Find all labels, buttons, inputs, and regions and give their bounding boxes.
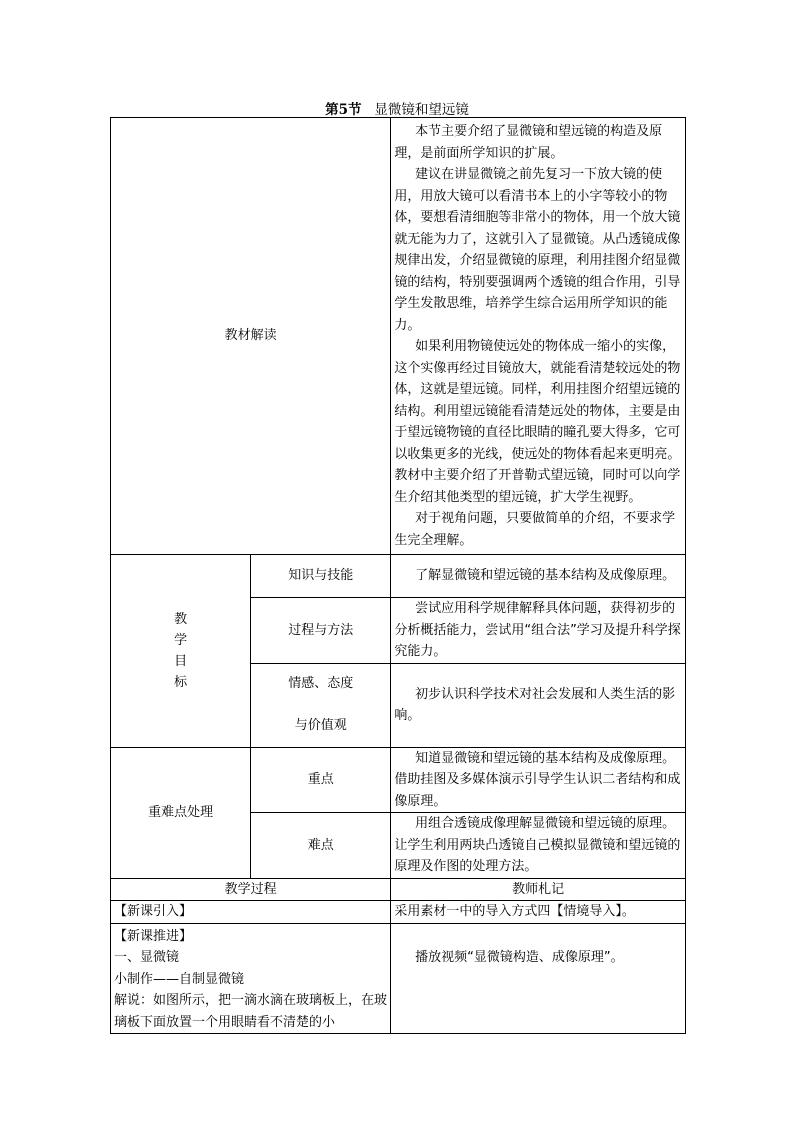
- goal-row-knowledge: [111, 555, 686, 598]
- section-number: 第5节: [325, 102, 362, 118]
- textbook-paragraph: 对于视角问题，只要做简单的介绍，不要求学生完全理解。: [394, 511, 676, 548]
- process-text: 尝试应用科学规律解释具体问题，获得初步的分析概括能力，尝试用“组合法”学习及提升科学探究能力。: [391, 598, 686, 664]
- advance-left: 【新课推进】 一、显微镜 小制作——自制显微镜 解说：如图所示，把一滴水滴在玻璃板上，在玻璃板下面放置一个用眼睛看不清楚的小: [111, 923, 391, 1034]
- advance-row: [111, 923, 686, 1034]
- process-label: 过程与方法: [251, 598, 391, 664]
- textbook-paragraph: 如果利用物镜使远处的物体成一缩小的实像，这个实像再经过目镜放大，就能看清楚较远处的物体，这就是望远镜。同样，利用挂图介绍望远镜的结构。利用望远镜能看清楚远处的物体，主要是由于望远镜物镜的直径比眼睛的瞳孔要大得多，它可以收集更多的光线，使远处的物体看起来更明亮。教材中主要介绍了开普勒式望远镜，同时可以向学生介绍其他类型的望远镜，扩大学生视野。: [394, 339, 681, 505]
- intro-row: [111, 901, 686, 924]
- focus-row-key: [111, 747, 686, 813]
- process-header-right: 教师札记: [391, 878, 686, 901]
- difficult-text: 用组合透镜成像理解显微镜和望远镜的原理。让学生利用两块凸透镜自己模拟显微镜和望远镜的原理及作图的处理方法。: [391, 813, 686, 879]
- focus-label: 重难点处理: [111, 747, 251, 878]
- textbook-paragraph: 本节主要介绍了显微镜和望远镜的构造及原理，是前面所学知识的扩展。: [394, 124, 663, 161]
- emotion-text: 初步认识科学技术对社会发展和人类生活的影响。: [391, 663, 686, 747]
- knowledge-label: 知识与技能: [251, 555, 391, 598]
- intro-right: 采用素材一中的导入方式四【情境导入】。: [391, 901, 686, 924]
- section-title: 显微镜和望远镜: [374, 102, 469, 118]
- key-label: 重点: [251, 747, 391, 813]
- difficult-label: 难点: [251, 813, 391, 879]
- process-header-left: 教学过程: [111, 878, 391, 901]
- page-title: [0, 98, 794, 118]
- key-text: 知道显微镜和望远镜的基本结构及成像原理。借助挂图及多媒体演示引导学生认识二者结构和成像原理。: [391, 747, 686, 813]
- advance-right: 播放视频“显微镜构造、成像原理”。: [391, 923, 686, 1034]
- emotion-label: 情感、态度 与价值观: [251, 663, 391, 747]
- intro-left: 【新课引入】: [111, 901, 391, 924]
- textbook-label: 教材解读: [111, 118, 391, 555]
- textbook-row: [111, 118, 686, 555]
- textbook-content: [391, 118, 686, 555]
- goals-label: 教 学 目 标: [111, 555, 251, 748]
- textbook-paragraph: 建议在讲显微镜之前先复习一下放大镜的使用，用放大镜可以看清书本上的小字等较小的物体，要想看清细胞等非常小的物体，用一个放大镜就无能为力了，这就引入了显微镜。从凸透镜成像规律出发，介绍显微镜的原理，利用挂图介绍显微镜的结构，特别要强调两个透镜的组合作用，引导学生发散思维，培养学生综合运用所学知识的能力。: [394, 167, 681, 333]
- knowledge-text: 了解显微镜和望远镜的基本结构及成像原理。: [391, 555, 686, 598]
- process-header-row: [111, 878, 686, 901]
- lesson-plan-table: [110, 117, 686, 1034]
